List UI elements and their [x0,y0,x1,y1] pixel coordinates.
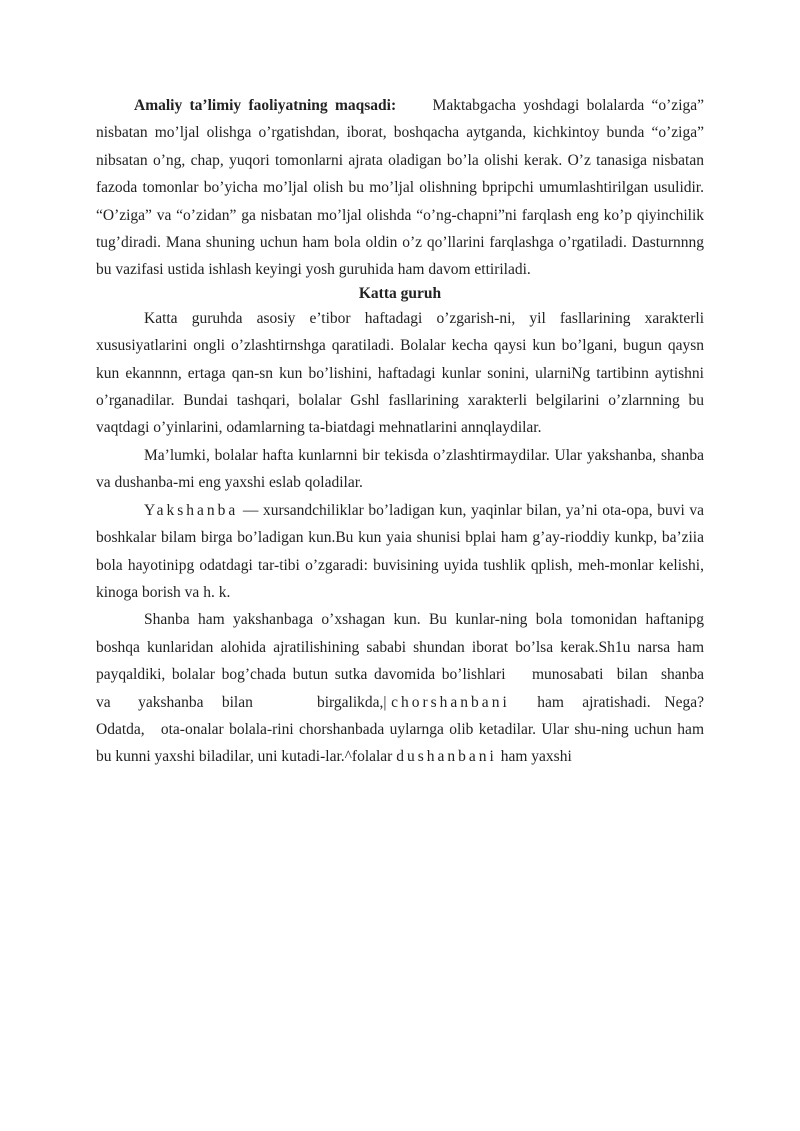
document-page [96,92,735,771]
shanba-text-3: ham yaxshi [496,748,572,766]
yakshanba-text: — xursandchiliklar bo’ladigan kun, yaqinlar bilan, ya’ni ota-opa, buvi va boshkalar bilam birga bo’ladigan kun.Bu kun yaia shunisi bplai ham g’ay-rioddiy kunkp, ba’ziia bola hayotinipg odatdagi tar-tibi o’zgaradi: buvisining uyida tushlik qplish, meh-monlar kelishi, kinoga borish va h. k. [96,501,704,601]
intro-text: Maktabgacha yoshdagi bolalarda “o’ziga” nisbatan mo’ljal olishga o’rgatishdan, iborat, boshqacha aytganda, kichkintoy bunda “o’ziga” nibsatan o’ng, chap, yuqori tomonlarni ajrata oladigan bo’la olishi kerak. O’z tanasiga nisbatan fazoda tomonlar bo’yicha mo’ljal olish bu mo’ljal olishning bpripchi umumlashtirilgan usulidir. “O’ziga” va “o’zidan” ga nisbatan mo’ljal olishda “o’ng-chapni”ni farqlash eng ko’p qiyinchilik tug’diradi. Mana shuning uchun ham bola oldin o’z qo’llarini farqlashga o’rgatiladi. Dasturnnng bu vazifasi ustida ishlash keyingi yosh guruhida ham davom ettiriladi. [96,97,705,279]
paragraph-hafta-kunlari: Ma’lumki, bolalar hafta kunlarnni bir tekisda o’zlashtirmaydilar. Ular yakshanba, shanba va dushanba-mi eng yaxshi eslab qoladilar. [96,446,704,492]
intro-lead: Amaliy ta’limiy faoliyatning maqsadi: [134,97,397,114]
shanba-text-2: ham ajratishadi. Nega? Odatda, ota-onalar bolala-rini chorshanbada uylarnga olib ketadilar. Ular shu-ning uchun ham bu kunni yaxshi biladilar, uni kutadi-lar.^folalar [96,693,716,766]
intro-paragraph [96,92,704,284]
shanba-text-1: Shanba ham yakshanbaga o’xshagan kun. Bu kunlar-ning bola tomonidan haftanipg boshqa kunlaridan alohida ajratilishining sababi shundan iborat bo’lsa kerak.Sh1u narsa ham payqaldiki, bolalar bog’chada butun sutka davomida bo’lishlari munosabati bilan shanba va yakshanba bilan birgalikda,| [96,611,735,711]
chorshanba-spaced: chorshanbani [391,693,510,711]
paragraph-katta-guruh: Katta guruhda asosiy e’tibor haftadagi o’zgarish-ni, yil fasllarining xarakterli xususiyatlarini ongli o’zlashtirnshga qaratiladi. Bolalar kecha qaysi kun bo’lgani, bugun qaysn kun ekannnn, ertaga qan-sn kun bo’lishini, haftadagi kunlar sonini, ularniNg tartibinn aytishni o’rganadilar. Bundai tashqari, bolalar Gshl fasllarining xarakterli belgilarini o’zlarnning bu vaqtdagi o’yinlarini, odamlarning ta-biatdagi mehnatlarini annqlaydilar. [96,309,704,437]
paragraph-shanba [96,606,735,770]
dushanba-spaced: dushanbani [396,748,497,766]
paragraph-yakshanba [96,497,704,607]
section-heading: Katta guruh [358,284,442,302]
yakshanba-spaced: Yakshanba [144,501,239,519]
